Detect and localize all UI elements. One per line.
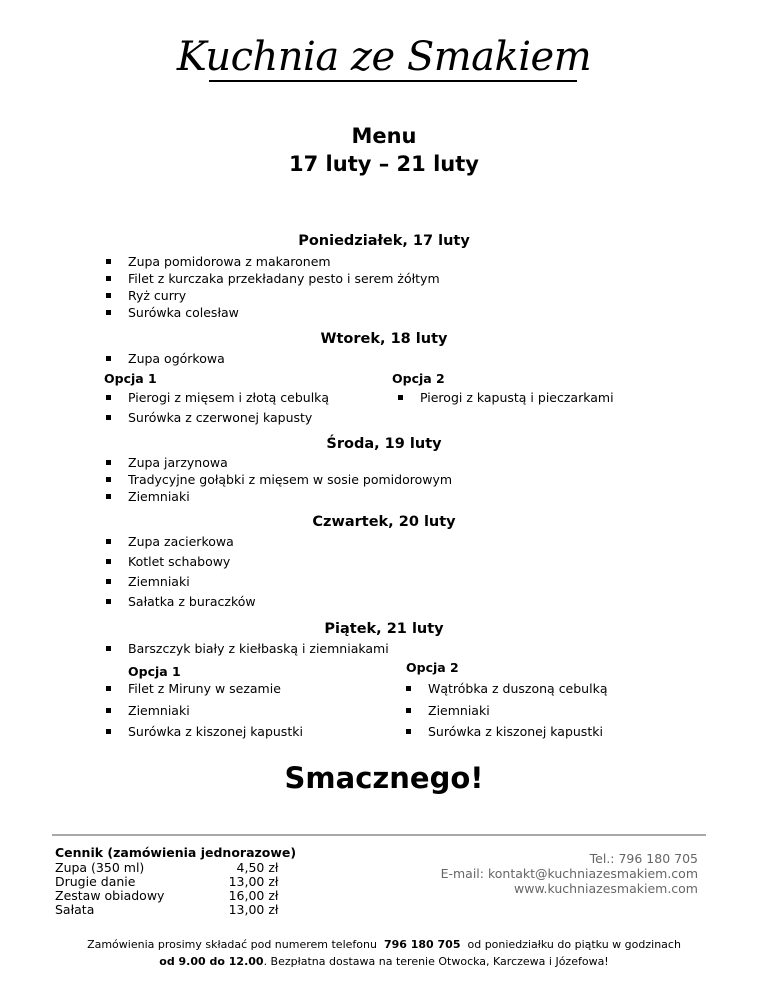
bullet-icon bbox=[106, 310, 111, 315]
list-item: Surówka colesław bbox=[128, 305, 239, 321]
bullet-icon bbox=[106, 729, 111, 734]
bullet-icon bbox=[106, 415, 111, 420]
bullet-icon bbox=[106, 259, 111, 264]
list-item: Surówka z czerwonej kapusty bbox=[128, 410, 312, 426]
list-item: Surówka z kiszonej kapustki bbox=[128, 724, 303, 740]
bullet-icon bbox=[106, 646, 111, 651]
bullet-icon bbox=[106, 686, 111, 691]
contact-email: E-mail: kontakt@kuchniazesmakiem.com bbox=[440, 866, 698, 881]
list-item: Ziemniaki bbox=[128, 489, 190, 505]
table-row: Sałata 13,00 zł bbox=[55, 902, 279, 917]
day-heading-tuesday: Wtorek, 18 luty bbox=[320, 331, 448, 347]
bullet-icon bbox=[406, 686, 411, 691]
list-item: Wątróbka z duszoną cebulką bbox=[428, 681, 607, 697]
bullet-icon bbox=[106, 293, 111, 298]
bullet-icon bbox=[398, 395, 403, 400]
list-item: Sałatka z buraczków bbox=[128, 594, 256, 610]
bullet-icon bbox=[106, 460, 111, 465]
bullet-icon bbox=[406, 729, 411, 734]
list-item: Zupa pomidorowa z makaronem bbox=[128, 254, 331, 270]
bullet-icon bbox=[106, 579, 111, 584]
day-heading-friday: Piątek, 21 luty bbox=[324, 621, 444, 637]
price-list bbox=[55, 861, 278, 917]
footer-divider bbox=[52, 834, 706, 836]
list-item: Barszczyk biały z kiełbaską i ziemniakami bbox=[128, 641, 389, 657]
bullet-icon bbox=[106, 708, 111, 713]
bullet-icon bbox=[106, 539, 111, 544]
contact-website: www.kuchniazesmakiem.com bbox=[514, 881, 698, 896]
list-item: Ziemniaki bbox=[428, 703, 490, 719]
bullet-icon bbox=[106, 559, 111, 564]
option-label: Opcja 1 bbox=[104, 371, 157, 386]
bullet-icon bbox=[106, 477, 111, 482]
menu-dates: 17 luty – 21 luty bbox=[289, 152, 479, 176]
menu-title: Menu bbox=[351, 124, 417, 148]
option-label: Opcja 2 bbox=[406, 660, 459, 675]
list-item: Filet z Miruny w sezamie bbox=[128, 681, 281, 697]
brand-underline bbox=[209, 80, 577, 82]
bullet-icon bbox=[406, 708, 411, 713]
order-note-line-1: Zamówienia prosimy składać pod numerem telefonu 796 180 705 od poniedziałku do piątku w godzinach bbox=[87, 938, 681, 951]
list-item: Ryż curry bbox=[128, 288, 186, 304]
day-heading-wednesday: Środa, 19 luty bbox=[326, 436, 442, 452]
bullet-icon bbox=[106, 395, 111, 400]
closing-text: Smacznego! bbox=[284, 761, 484, 795]
bullet-icon bbox=[106, 599, 111, 604]
table-row: Zupa (350 ml) 4,50 zł bbox=[55, 860, 279, 875]
list-item: Tradycyjne gołąbki z mięsem w sosie pomidorowym bbox=[128, 472, 452, 488]
bullet-icon bbox=[106, 494, 111, 499]
list-item: Kotlet schabowy bbox=[128, 554, 230, 570]
day-heading-monday: Poniedziałek, 17 luty bbox=[298, 233, 470, 249]
price-list-title: Cennik (zamówienia jednorazowe) bbox=[55, 845, 297, 860]
option-label: Opcja 2 bbox=[392, 371, 445, 386]
option-label: Opcja 1 bbox=[128, 664, 181, 679]
table-row: Drugie danie 13,00 zł bbox=[55, 874, 279, 889]
list-item: Ziemniaki bbox=[128, 703, 190, 719]
list-item: Filet z kurczaka przekładany pesto i serem żółtym bbox=[128, 271, 440, 287]
list-item: Zupa jarzynowa bbox=[128, 455, 228, 471]
day-heading-thursday: Czwartek, 20 luty bbox=[312, 514, 456, 530]
bullet-icon bbox=[106, 276, 111, 281]
table-row: Zestaw obiadowy 16,00 zł bbox=[55, 888, 279, 903]
contact-phone: Tel.: 796 180 705 bbox=[589, 851, 698, 866]
brand-logo: Kuchnia ze Smakiem bbox=[176, 34, 592, 80]
list-item: Zupa ogórkowa bbox=[128, 351, 225, 367]
list-item: Zupa zacierkowa bbox=[128, 534, 234, 550]
list-item: Surówka z kiszonej kapustki bbox=[428, 724, 603, 740]
order-note-line-2: od 9.00 do 12.00. Bezpłatna dostawa na terenie Otwocka, Karczewa i Józefowa! bbox=[159, 955, 609, 968]
list-item: Ziemniaki bbox=[128, 574, 190, 590]
list-item: Pierogi z mięsem i złotą cebulką bbox=[128, 390, 329, 406]
bullet-icon bbox=[106, 356, 111, 361]
list-item: Pierogi z kapustą i pieczarkami bbox=[420, 390, 614, 406]
